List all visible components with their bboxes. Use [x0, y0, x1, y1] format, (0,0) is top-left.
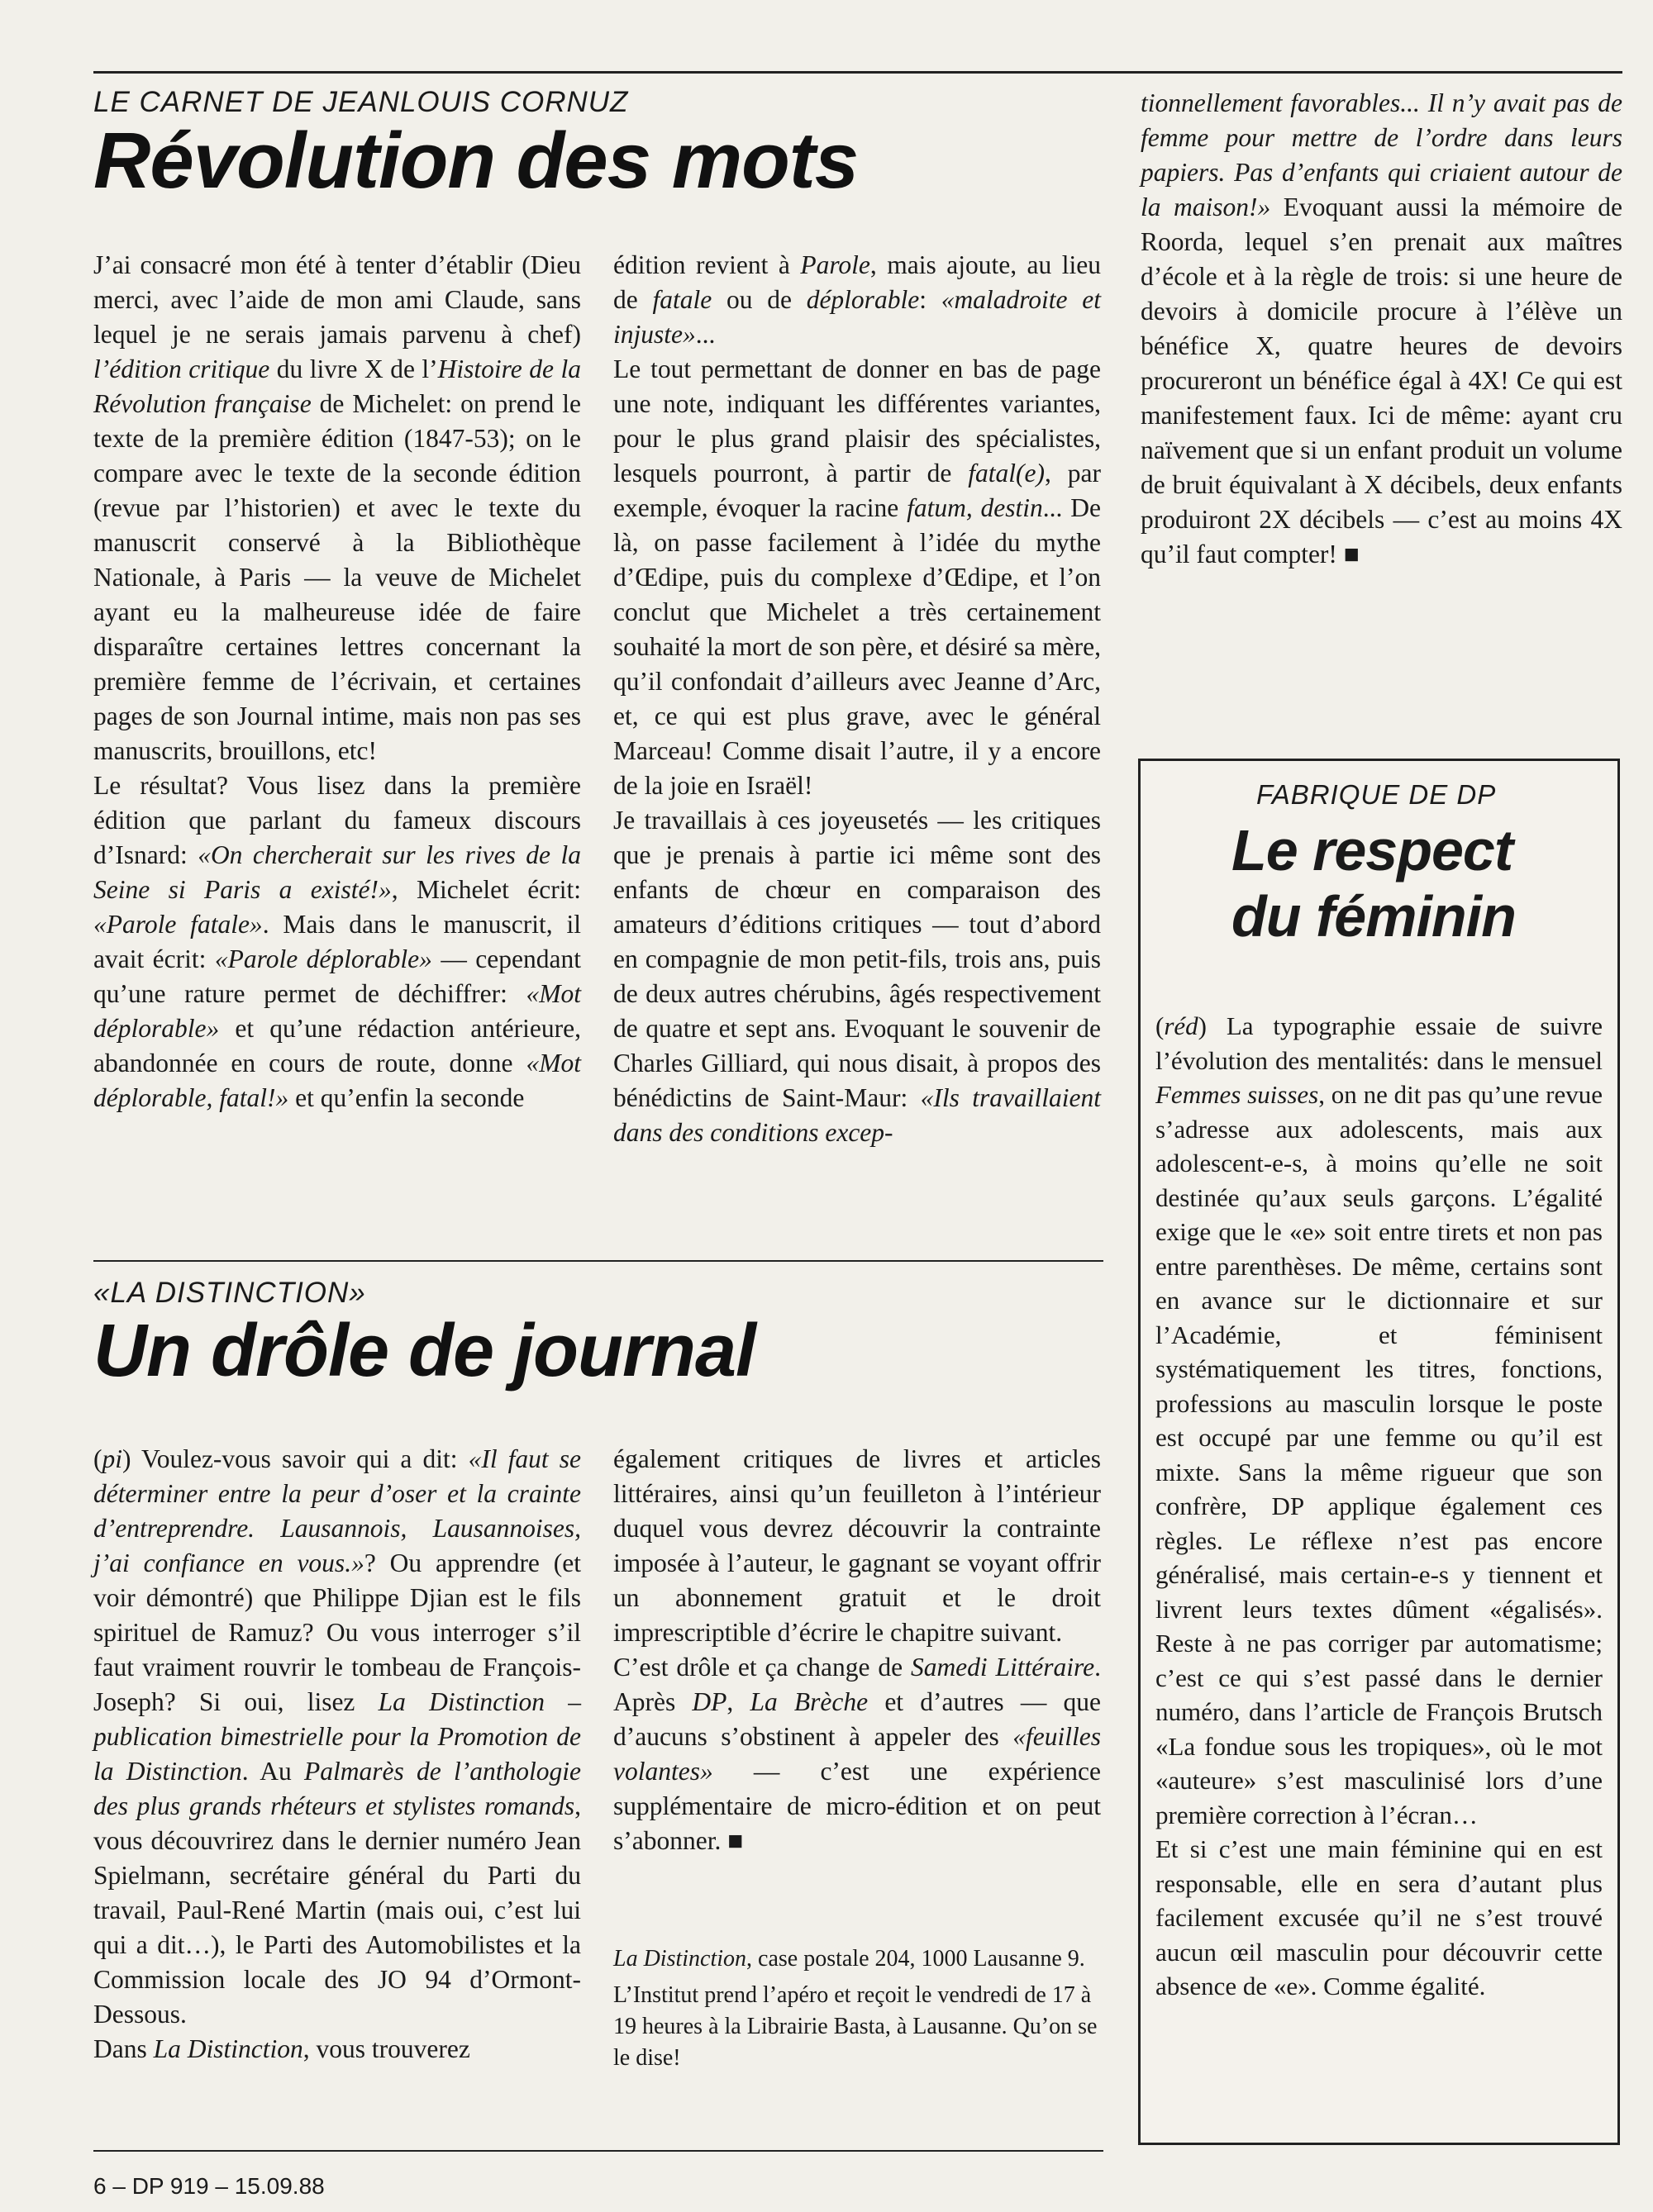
sidebar-text	[1155, 1009, 1603, 2004]
bottom-rule	[93, 2150, 1103, 2152]
note-line: La Distinction, case postale 204, 1000 Lausanne 9.	[613, 1946, 1085, 1972]
section-divider-rule	[93, 1260, 1103, 1262]
article2-column-2	[613, 1442, 1101, 1858]
sidebar-title	[1231, 817, 1595, 949]
article1-column-2	[613, 248, 1101, 1150]
paragraph: Le tout permettant de donner en bas de page une note, indiquant les différentes variantes, pour le plus grand plaisir des spécialistes, lesquels pourront, à partir de fatal(e), par exemple, évoquer la racine fatum, destin... De là, on passe facilement à l’idée du mythe d’Œdipe, puis du complexe d’Œdipe, et l’on conclut que Michelet a très certainement souhaité la mort de son père, et désiré sa mère, qu’il confondait d’ailleurs avec Jeanne d’Arc, et, ce qui est plus grave, avec le général Marceau! Comme disait l’autre, il y a encore de la joie en Israël!	[613, 354, 1101, 800]
sidebar-box	[1138, 759, 1620, 2145]
paragraph: Le résultat? Vous lisez dans la première édition que parlant du fameux discours d’Isnard: «On chercherait sur les rives de la Seine si Paris a existé!», Michelet écrit: «Parole fatale». Mais dans le manuscrit, il avait écrit: «Parole déplorable» — cependant qu’une rature permet de déchiffrer: «Mot déplorable» et qu’une rédaction antérieure, abandonnée en cours de route, donne «Mot déplorable, fatal!» et qu’enfin la seconde	[93, 771, 581, 1112]
paragraph: édition revient à Parole, mais ajoute, au lieu de fatale ou de déplorable: «maladroite et injuste»...	[613, 250, 1101, 349]
paragraph: C’est drôle et ça change de Samedi Littéraire. Après DP, La Brèche et d’autres — que d’aucuns s’obstinent à appeler des «feuilles volantes» — c’est une expérience supplémentaire de micro-édition et on peut s’abonner. ■	[613, 1653, 1102, 1855]
paragraph: Et si c’est une main féminine qui en est responsable, elle en sera d’autant plus facilement excusée qu’il ne s’est trouvé aucun œil masculin pour découvrir cette absence de «e». Comme égalité.	[1155, 1834, 1603, 2000]
note-line: L’Institut prend l’apéro et reçoit le vendredi de 17 à 19 heures à la Librairie Basta, à Lausanne. Qu’on se le dise!	[613, 1982, 1098, 2071]
article2-kicker: «LA DISTINCTION»	[93, 1277, 366, 1309]
article1-column-1	[93, 248, 581, 1116]
sidebar-title-line: du féminin	[1231, 884, 1516, 949]
paragraph: (réd) La typographie essaie de suivre l’évolution des mentalités: dans le mensuel Femmes suisses, on ne dit pas qu’une revue s’adresse aux adolescents, mais aux adolescent-e-s, à moins qu’elle ne soit destinée qu’aux seuls garçons. L’égalité exige que le «e» soit entre tirets et non pas entre parenthèses. De même, certains sont en avance sur le dictionnaire et sur l’Académie, et féminisent systématiquement les titres, fonctions, professions au masculin lorsque le poste est occupé par une femme ou qu’il est mixte. Sans la même rigueur que son confrère, DP applique également ces règles. Le réflexe n’est pas encore généralisé, mais certain-e-s y tiennent et livrent leurs textes dûment «égalisés». Reste à ne pas corriger par automatisme; c’est ce qui s’est passé dans le dernier numéro, dans l’article de François Brutsch «La fondue sous les tropiques», où le mot «auteure» s’est masculinisé lors d’une première correction à l’écran…	[1155, 1011, 1603, 1829]
article1-kicker: LE CARNET DE JEANLOUIS CORNUZ	[93, 86, 629, 118]
article2-title: Un drôle de journal	[93, 1310, 756, 1392]
paragraph: également critiques de livres et articles littéraires, ainsi qu’un feuilleton à l’intérieur duquel vous devrez découvrir la contrainte imposée à l’auteur, le gagnant se voyant offrir un abonnement gratuit et le droit imprescriptible d’écrire le chapitre suivant.	[613, 1444, 1101, 1647]
paragraph: (pi) Voulez-vous savoir qui a dit: «Il faut se déterminer entre la peur d’oser et la crainte d’entreprendre. Lausannois, Lausannoises, j’ai confiance en vous.»? Ou apprendre (et voir démontré) que Philippe Djian est le fils spirituel de Ramuz? Ou vous interroger s’il faut vraiment rouvrir le tombeau de François-Joseph? Si oui, lisez La Distinction – publication bimestrielle pour la Promotion de la Distinction. Au Palmarès de l’anthologie des plus grands rhéteurs et stylistes romands, vous découvrirez dans le dernier numéro Jean Spielmann, secrétaire général du Parti du travail, Paul-René Martin (mais oui, c’est lui qui a dit…), le Parti des Automobilistes et la Commission locale des JO 94 d’Ormont-Dessous.	[93, 1444, 581, 2029]
paragraph: Je travaillais à ces joyeusetés — les critiques que je prenais à partie ici même sont des enfants de chœur en comparaison des amateurs d’éditions critiques — tout d’abord en compagnie de mon petit-fils, trois ans, puis de deux autres chérubins, âgés respectivement de quatre et sept ans. Evoquant le souvenir de Charles Gilliard, qui nous disait, à propos des bénédictins de Saint-Maur: «Ils travaillaient dans des conditions excep-	[613, 806, 1101, 1147]
article1-column-3	[1141, 86, 1622, 572]
top-rule	[93, 71, 1622, 74]
page-footer: 6 – DP 919 – 15.09.88	[93, 2173, 325, 2199]
sidebar-title-line: Le respect	[1231, 818, 1513, 882]
article1-title: Révolution des mots	[93, 117, 859, 205]
sidebar-kicker: FABRIQUE DE DP	[1256, 779, 1497, 810]
paragraph: J’ai consacré mon été à tenter d’établir (Dieu merci, avec l’aide de mon ami Claude, sans lequel je ne serais jamais parvenu à chef) l’édition critique du livre X de l’Histoire de la Révolution française de Michelet: on prend le texte de la première édition (1847-53); on le compare avec le texte de la seconde édition (revue par l’historien) et avec le texte du manuscrit conservé à la Bibliothèque Nationale, à Paris — la veuve de Michelet ayant eu la malheureuse idée de faire disparaître certaines lettres concernant la première femme de l’écrivain, et certaines pages de son Journal intime, mais non pas ses manuscrits, brouillons, etc!	[93, 250, 581, 765]
article2-column-1	[93, 1442, 581, 2067]
paragraph: Dans La Distinction, vous trouverez	[93, 2034, 470, 2063]
paragraph: tionnellement favorables... Il n’y avait pas de femme pour mettre de l’ordre dans leurs papiers. Pas d’enfants qui criaient autour de la maison!» Evoquant aussi la mémoire de Roorda, lequel s’en prenait aux maîtres d’école et à la règle de trois: si une heure de devoirs à domicile procure à l’élève un bénéfice X, quatre heures de devoirs procureront un bénéfice égal à 4X! Ce qui est manifestement faux. Ici de même: ayant cru naïvement que si un enfant produit un volume de bruit équivalant à X décibels, deux enfants produiront 2X décibels — c’est au moins 4X qu’il faut compter! ■	[1141, 88, 1622, 568]
article2-contact-note	[613, 1943, 1101, 2079]
